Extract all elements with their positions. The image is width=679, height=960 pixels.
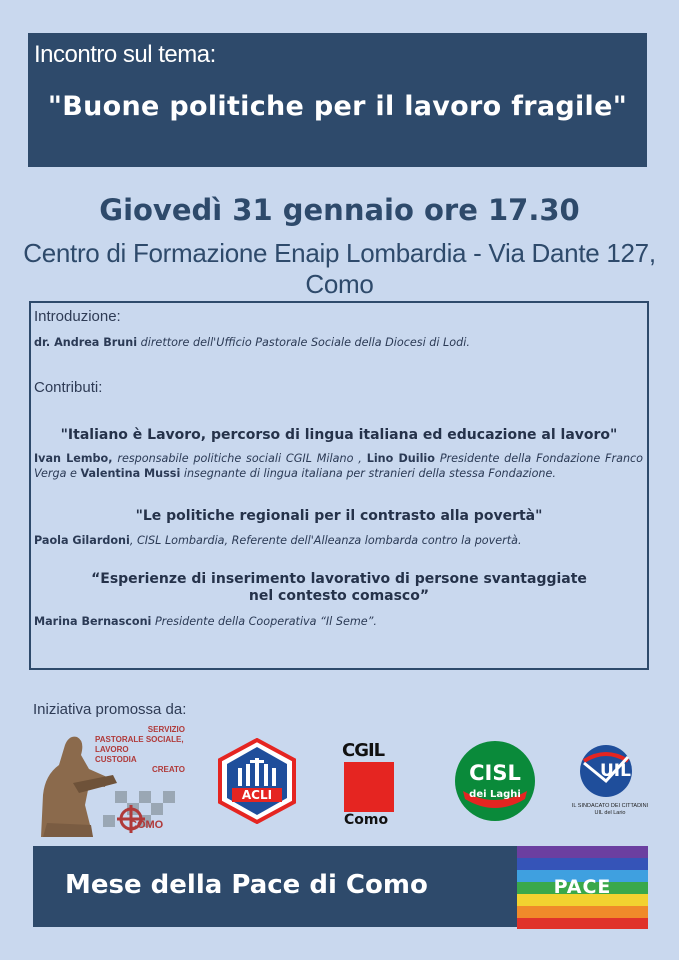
pace-flag — [517, 846, 648, 929]
speaker-name: Valentina Mussi — [80, 467, 181, 480]
footer-title: Mese della Pace di Como — [65, 870, 428, 900]
contrib-heading: Contributi: — [34, 379, 103, 396]
speaker-role: direttore dell'Ufficio Pastorale Sociale della Diocesi di Lodi. — [140, 336, 470, 349]
speaker-name: Lino Duilio — [366, 452, 435, 465]
speaker-role: Presidente della Fondazione Franco Verga e — [34, 452, 644, 480]
pastorale-sociale-logo — [33, 725, 185, 840]
flag-text: PACE — [553, 876, 612, 898]
cgil-red-square — [344, 762, 394, 812]
title-banner — [28, 33, 647, 167]
banner-eyebrow: Incontro sul tema: — [34, 41, 216, 68]
talk-title: "Italiano è Lavoro, percorso di lingua italiana ed educazione al lavoro" — [60, 427, 618, 443]
acli-logo — [218, 738, 296, 824]
sponsor-label: Iniziativa promossa da: — [33, 701, 187, 718]
speaker-role: Presidente della Cooperativa “Il Seme”. — [154, 615, 377, 628]
program-box — [29, 301, 649, 670]
cisl-text: CISL — [469, 761, 521, 785]
logo-text: CREATO — [151, 765, 185, 774]
event-date: Giovedì 31 gennaio ore 17.30 — [99, 193, 580, 227]
talk-title: "Le politiche regionali per il contrasto alla povertà" — [135, 508, 543, 524]
uil-sub: UIL del Lario — [594, 810, 626, 816]
logo-text: CUSTODIA — [95, 755, 137, 764]
intro-speaker — [34, 335, 643, 350]
intro-heading: Introduzione: — [34, 308, 121, 325]
uil-sub: IL SINDACATO DEI CITTADINI — [571, 803, 649, 809]
banner-headline: "Buone politiche per il lavoro fragile" — [47, 91, 628, 122]
speaker-role: responsabile politiche sociali CGIL Milano , — [117, 452, 362, 465]
cgil-city: Como — [344, 812, 389, 828]
cgil-text: CGIL — [342, 740, 385, 761]
speaker-name: Marina Bernasconi — [34, 615, 152, 628]
speaker-name: Ivan Lembo, — [34, 452, 113, 465]
cgil-logo — [340, 740, 396, 830]
logo-text: SERVIZIO — [147, 725, 185, 734]
talk-speakers — [34, 451, 643, 481]
uil-text: UIL — [600, 761, 631, 781]
speaker-name: dr. Andrea Bruni — [34, 336, 138, 349]
speaker-role: insegnante di lingua italiana per stranieri della stessa Fondazione. — [183, 467, 556, 480]
acli-text: ACLI — [241, 788, 273, 802]
event-venue: Centro di Formazione Enaip Lombardia - Via Dante 127, Como — [23, 238, 656, 299]
acli-hexagon-icon — [218, 738, 296, 824]
uil-logo — [570, 741, 650, 821]
logo-text: LAVORO — [95, 745, 129, 754]
logo-text: PASTORALE SOCIALE, — [95, 735, 184, 744]
logo-text: COMO — [129, 819, 164, 831]
speaker-name: Paola Gilardoni — [34, 534, 130, 547]
speaker-role: , CISL Lombardia, Referente dell'Alleanza lombarda contro la povertà. — [129, 534, 522, 547]
cisl-logo — [453, 739, 537, 823]
cisl-sub: dei Laghi — [469, 789, 521, 800]
talk-speakers — [34, 533, 643, 548]
talk-title: “Esperienze di inserimento lavorativo di persone svantaggiate nel contesto comasco” — [91, 571, 587, 604]
talk-speakers — [34, 614, 643, 629]
